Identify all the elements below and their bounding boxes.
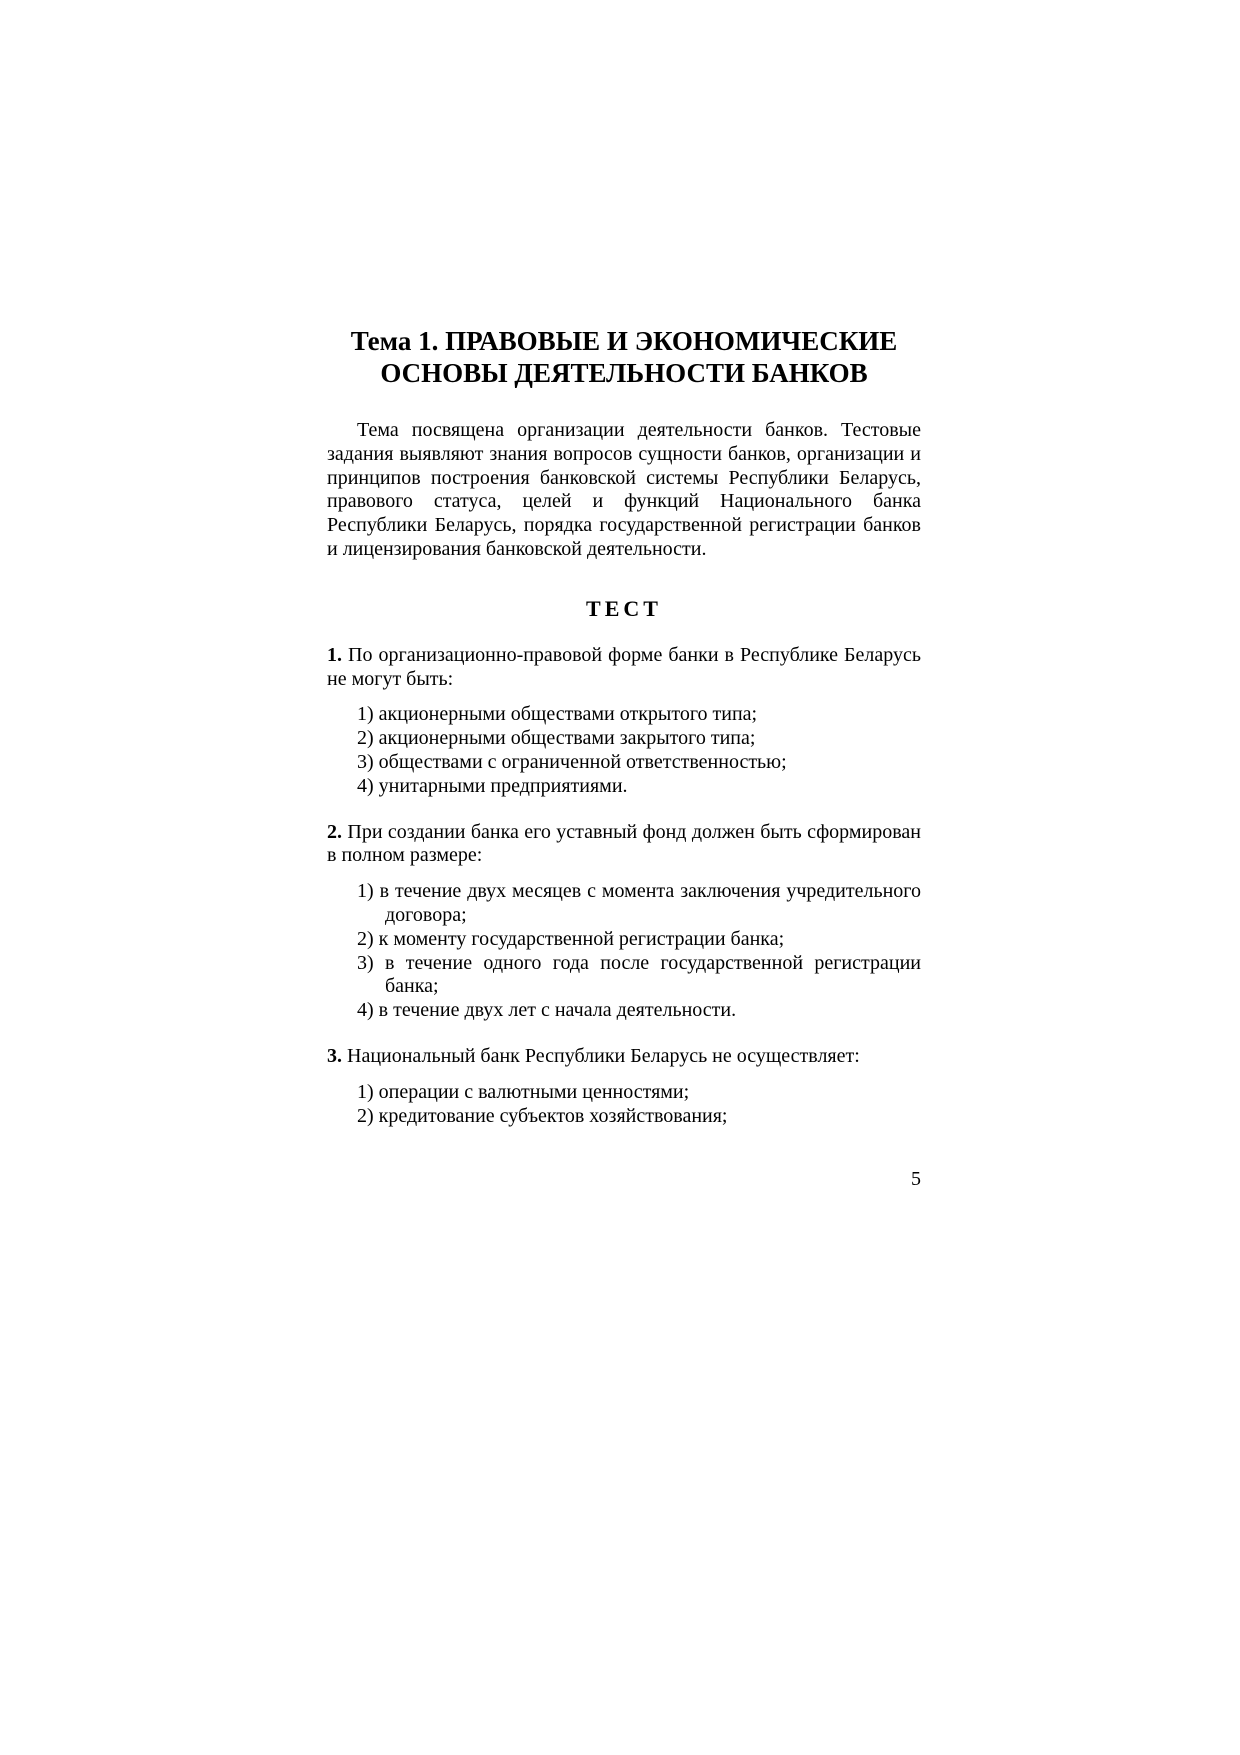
question-2-option-3: 3) в течение одного года после государственной регистрации банка;: [357, 951, 921, 998]
question-3-options: [327, 1081, 921, 1129]
question-2-text: [327, 821, 921, 869]
question-1-options: [327, 703, 921, 798]
question-3-text: [327, 1045, 921, 1069]
question-2-number: 2.: [327, 820, 342, 843]
question-1-option-3: 3) обществами с ограниченной ответственностью;: [357, 750, 787, 773]
intro-paragraph: Тема посвящена организации деятельности банков. Тестовые задания выявляют знания вопросов сущности банков, организации и принципов построения банковской системы Республики Беларусь, правового статуса, целей и функций Национального банка Республики Беларусь, порядка государственной регистрации банков и лицензирования банковской деятельности.: [327, 419, 921, 560]
question-1-body: По организационно-правовой форме банки в Республике Беларусь не могут быть:: [327, 643, 921, 690]
question-2-body: При создании банка его уставный фонд должен быть сформирован в полном размере:: [327, 820, 921, 867]
question-1-text: [327, 644, 921, 692]
page-content: [327, 325, 921, 1128]
question-2-option-2: 2) к моменту государственной регистрации банка;: [357, 927, 785, 950]
question-2-option-1: 1) в течение двух месяцев с момента заключения учредительного договора;: [357, 880, 921, 926]
question-3-option-2: 2) кредитование субъектов хозяйствования;: [357, 1104, 728, 1127]
question-1-option-2: 2) акционерными обществами закрытого типа;: [357, 727, 756, 750]
question-2: [327, 821, 921, 1023]
question-3-body: Национальный банк Республики Беларусь не осуществляет:: [347, 1044, 860, 1067]
question-1-number: 1.: [327, 643, 342, 666]
question-3-option-1: 1) операции с валютными ценностями;: [357, 1080, 690, 1103]
chapter-title: [327, 325, 921, 389]
chapter-title-line-2: ОСНОВЫ ДЕЯТЕЛЬНОСТИ БАНКОВ: [380, 358, 868, 388]
test-heading: ТЕСТ: [586, 595, 662, 621]
question-2-option-4: 4) в течение двух лет с начала деятельности.: [357, 999, 737, 1022]
question-2-options: [327, 880, 921, 1023]
question-1: [327, 644, 921, 799]
question-1-option-1: 1) акционерными обществами открытого типа;: [357, 703, 758, 726]
question-3: [327, 1045, 921, 1128]
chapter-title-line-1: Тема 1. ПРАВОВЫЕ И ЭКОНОМИЧЕСКИЕ: [350, 326, 898, 356]
page-number: 5: [911, 1168, 921, 1190]
question-3-number: 3.: [327, 1044, 342, 1067]
question-1-option-4: 4) унитарными предприятиями.: [357, 774, 628, 797]
